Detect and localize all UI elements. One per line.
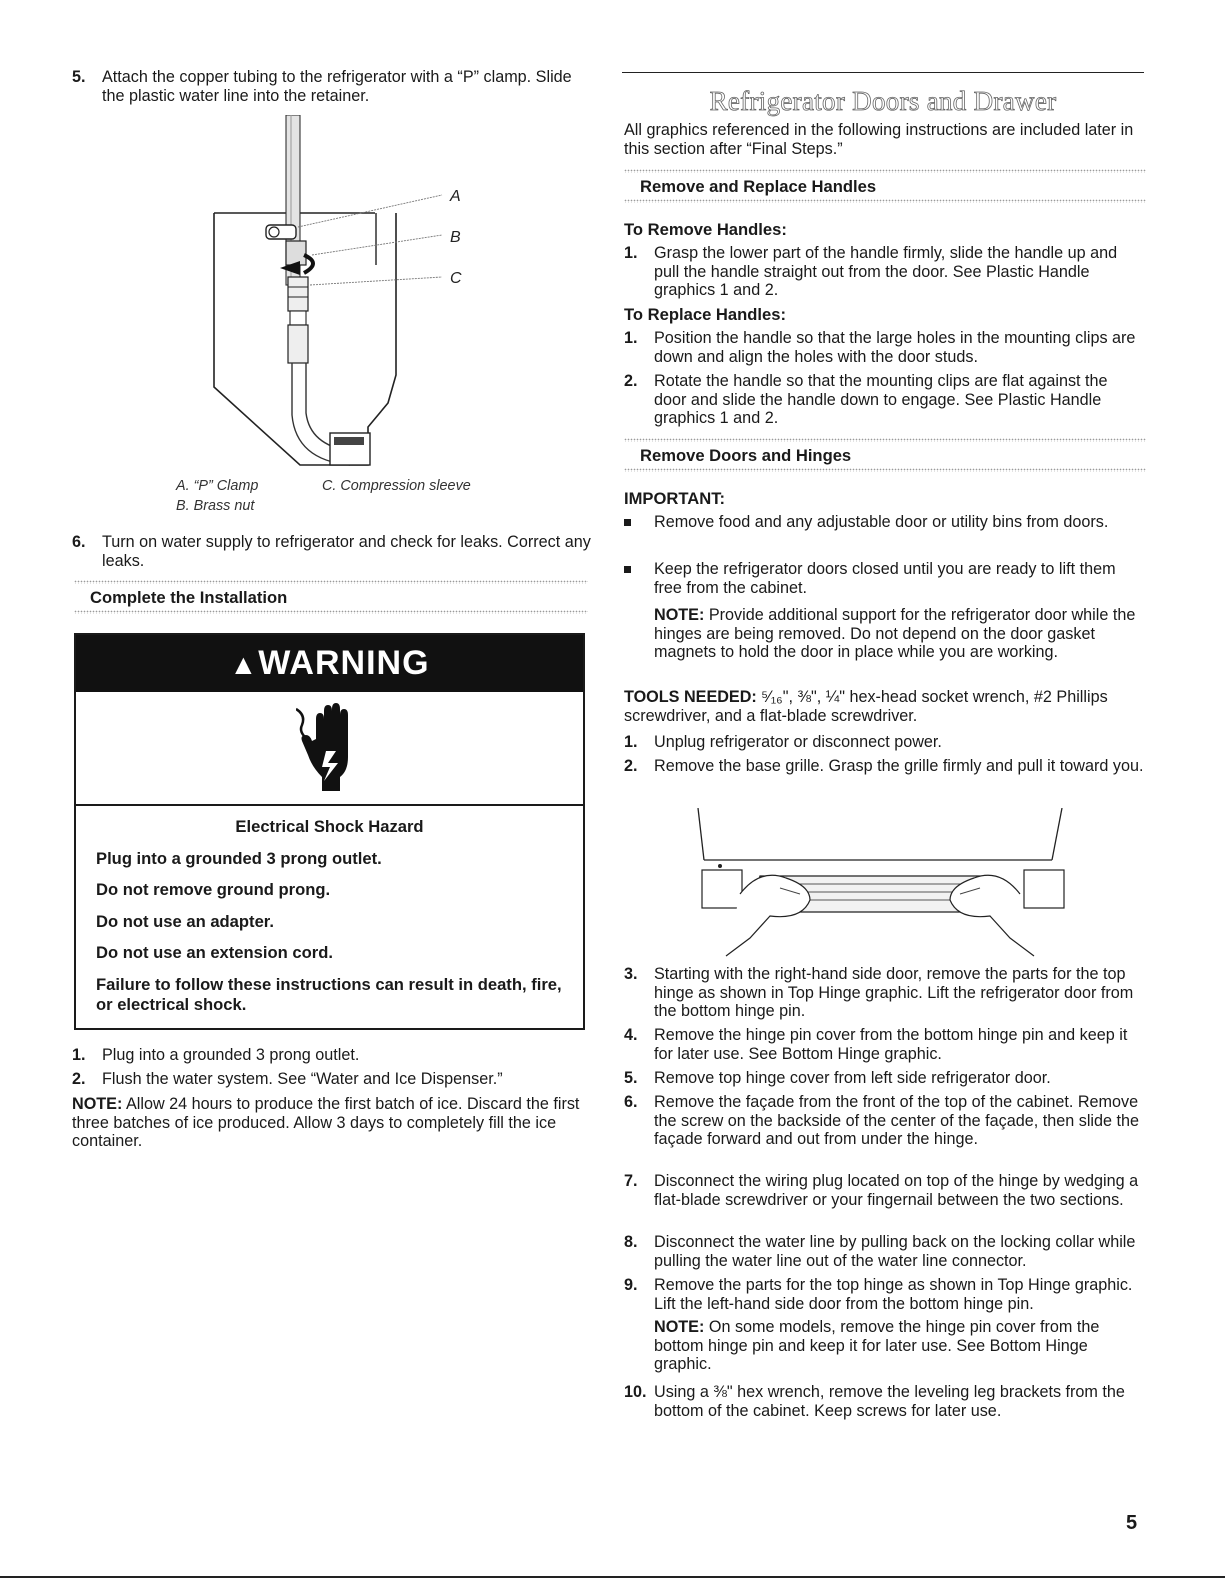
step-text: Unplug refrigerator or disconnect power. <box>654 733 942 751</box>
step-number: 2. <box>624 372 638 390</box>
door-step-5 <box>624 1069 1144 1088</box>
door-step-4 <box>624 1026 1144 1063</box>
warning-line-2: Do not remove ground prong. <box>96 880 331 899</box>
note-label: NOTE: <box>654 1318 705 1336</box>
step-number: 1. <box>72 1046 86 1064</box>
replace-step-2 <box>624 372 1144 428</box>
step-number: 2. <box>72 1070 86 1088</box>
note-text: Allow 24 hours to produce the first batch of ice. Discard the first three batches of ice produced. Allow 3 days to completely fill the ice container. <box>72 1095 580 1151</box>
step-number: 6. <box>72 533 86 551</box>
tools-needed <box>624 688 1144 725</box>
step-number: 8. <box>624 1233 638 1251</box>
final-step-2 <box>72 1070 592 1089</box>
door-step-2 <box>624 757 1144 776</box>
step-text: Plug into a grounded 3 prong outlet. <box>102 1046 360 1064</box>
section-title: Remove Doors and Hinges <box>640 446 852 465</box>
section-title: Remove and Replace Handles <box>640 177 877 196</box>
step-number: 3. <box>624 965 638 983</box>
warning-triangle-icon: ▲ <box>229 649 259 680</box>
note-hinge-cover <box>654 1318 1144 1374</box>
bullet-square-icon <box>624 519 631 526</box>
caption-c: C. Compression sleeve <box>322 478 471 494</box>
step-number: 7. <box>624 1172 638 1190</box>
step-number: 9. <box>624 1276 638 1294</box>
step-text: Remove the base grille. Grasp the grille firmly and pull it toward you. <box>654 757 1144 775</box>
note-text: On some models, remove the hinge pin cover from the bottom hinge pin and keep it for later use. See Bottom Hinge graphic. <box>654 1318 1100 1374</box>
step-text: Position the handle so that the large holes in the mounting clips are down and align the holes with the door studs. <box>654 329 1136 366</box>
page-section-title: Refrigerator Doors and Drawer <box>709 86 1057 116</box>
bullet-1 <box>624 513 1144 532</box>
door-step-10 <box>624 1383 1144 1420</box>
warning-box <box>74 633 585 1030</box>
label-b: B <box>450 229 461 246</box>
p-clamp-figure <box>200 115 500 475</box>
step-text: Grasp the lower part of the handle firmly, slide the handle up and pull the handle straight out from the door. See Plastic Handle graphics 1 and 2. <box>654 244 1118 300</box>
warning-line-5: Failure to follow these instructions can result in death, fire, or electrical shock. <box>96 975 562 1014</box>
final-step-1 <box>72 1046 592 1065</box>
step-number: 2. <box>624 757 638 775</box>
label-a: A <box>450 188 461 205</box>
step-text: Flush the water system. See “Water and Ice Dispenser.” <box>102 1070 503 1088</box>
step-number: 6. <box>624 1093 638 1111</box>
note-label: NOTE: <box>654 606 705 624</box>
step-text: Turn on water supply to refrigerator and check for leaks. Correct any leaks. <box>102 533 591 570</box>
important-heading: IMPORTANT: <box>624 489 726 508</box>
hazard-title: Electrical Shock Hazard <box>235 817 424 836</box>
step-text: Remove the parts for the top hinge as shown in Top Hinge graphic. Lift the left-hand side door from the bottom hinge pin. <box>654 1276 1133 1313</box>
step-text: Disconnect the water line by pulling back on the locking collar while pulling the water line out of the water line connector. <box>654 1233 1136 1270</box>
note-support <box>654 606 1144 662</box>
label-c: C <box>450 270 462 287</box>
warning-line-4: Do not use an extension cord. <box>96 943 333 962</box>
step-number: 1. <box>624 244 638 262</box>
step-5 <box>72 68 592 105</box>
bullet-text: Keep the refrigerator doors closed until you are ready to lift them free from the cabinet. <box>654 560 1116 597</box>
step-text: Remove the hinge pin cover from the bottom hinge pin and keep it for later use. See Bottom Hinge graphic. <box>654 1026 1128 1063</box>
intro-text: All graphics referenced in the following instructions are included later in this section after “Final Steps.” <box>624 121 1134 158</box>
note-ice <box>72 1095 592 1151</box>
page-number: 5 <box>1126 1512 1138 1534</box>
caption-b: B. Brass nut <box>176 498 255 514</box>
bullet-square-icon <box>624 566 631 573</box>
step-number: 4. <box>624 1026 638 1044</box>
note-text: Provide additional support for the refrigerator door while the hinges are being removed. Do not depend on the door gasket magnets to hold the door in place while you are working. <box>654 606 1136 662</box>
door-step-7 <box>624 1172 1144 1209</box>
step-text: Using a ⅜" hex wrench, remove the leveling leg brackets from the bottom of the cabinet. Keep screws for later use. <box>654 1383 1125 1420</box>
electric-shock-hand-icon <box>296 701 366 791</box>
tools-label: TOOLS NEEDED: <box>624 688 757 706</box>
section-handles <box>624 169 1146 203</box>
base-grille-figure <box>690 808 1070 958</box>
warning-title: WARNING <box>258 644 430 682</box>
step-text: Rotate the handle so that the mounting clips are flat against the door and slide the handle down to engage. See Plastic Handle graphics 1 and 2. <box>654 372 1108 428</box>
bottom-rule <box>0 1576 1225 1578</box>
warning-header <box>76 635 583 692</box>
replace-step-1 <box>624 329 1144 366</box>
step-text: Starting with the right-hand side door, remove the parts for the top hinge as shown in Top Hinge graphic. Lift the refrigerator door from the bottom hinge pin. <box>654 965 1134 1021</box>
tools-text: ⁵⁄₁₆", ⅜", ¼" hex-head socket wrench, #2 Phillips screwdriver, and a flat-blade screwdriver. <box>624 688 1108 725</box>
door-step-1 <box>624 733 1144 752</box>
step-text: Remove the façade from the front of the top of the cabinet. Remove the screw on the backside of the center of the façade, then slide the façade forward and out from under the hinge. <box>654 1093 1140 1149</box>
step-number: 10. <box>624 1383 647 1401</box>
to-remove-heading: To Remove Handles: <box>624 220 787 239</box>
to-replace-heading: To Replace Handles: <box>624 305 786 324</box>
remove-step-1 <box>624 244 1144 300</box>
section-doors-hinges <box>624 438 1146 472</box>
title-rule <box>622 72 1144 73</box>
step-6 <box>72 533 592 570</box>
step-text: Attach the copper tubing to the refrigerator with a “P” clamp. Slide the plastic water line into the retainer. <box>102 68 572 105</box>
section-title: Complete the Installation <box>90 588 288 607</box>
caption-a: A. “P” Clamp <box>176 478 259 494</box>
door-step-6 <box>624 1093 1144 1149</box>
door-step-8 <box>624 1233 1144 1270</box>
door-step-9 <box>624 1276 1144 1313</box>
step-number: 1. <box>624 329 638 347</box>
warning-line-1: Plug into a grounded 3 prong outlet. <box>96 849 382 868</box>
warning-line-3: Do not use an adapter. <box>96 912 274 931</box>
bullet-2 <box>624 560 1144 597</box>
step-text: Disconnect the wiring plug located on top of the hinge by wedging a flat-blade screwdriver or your fingernail between the two sections. <box>654 1172 1139 1209</box>
step-number: 5. <box>624 1069 638 1087</box>
note-label: NOTE: <box>72 1095 123 1113</box>
step-text: Remove top hinge cover from left side refrigerator door. <box>654 1069 1051 1087</box>
section-complete-installation <box>74 580 588 614</box>
door-step-3 <box>624 965 1144 1021</box>
bullet-text: Remove food and any adjustable door or utility bins from doors. <box>654 513 1109 531</box>
step-number: 1. <box>624 733 638 751</box>
step-number: 5. <box>72 68 86 86</box>
